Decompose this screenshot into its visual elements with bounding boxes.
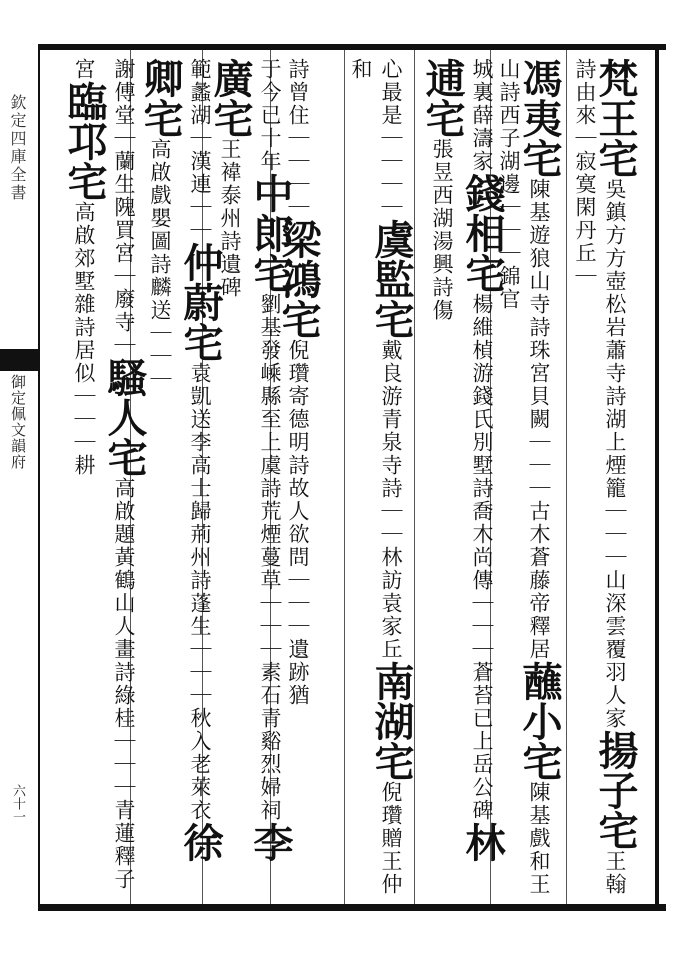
entry-text: 詩曾住｜｜｜｜ <box>286 58 310 219</box>
entry-text: 隗買宮｜廢寺｜ <box>112 196 136 357</box>
entry-heading: 騷人宅 <box>101 357 148 477</box>
entry-heading: 中郎宅 <box>247 173 294 293</box>
page-margin <box>0 44 38 911</box>
entry-text: 倪瓚寄德明詩故人欲問｜｜｜遺跡猶 <box>286 339 310 707</box>
entry-text: 王褘泰州詩遺碑 <box>218 138 242 299</box>
entry-text: 城裏薛濤家 <box>470 58 494 173</box>
entry-heading: 臨邛宅 <box>61 81 108 201</box>
column-divider <box>344 50 345 904</box>
entry-text: 心最是｜｜｜｜ <box>379 58 403 219</box>
frame-left-border <box>38 44 40 911</box>
entry-heading: 李廣宅 <box>207 58 294 862</box>
text-column <box>573 58 639 898</box>
text-column <box>137 58 224 898</box>
leaf-number: 六十一 <box>10 784 25 823</box>
entry-text: 高啟郊墅雜詩居似｜｜｜耕 <box>72 201 96 477</box>
entry-text: 袁凱送李高士歸荊州詩蓬生｜｜｜秋入老萊衣 <box>188 362 212 822</box>
text-column <box>61 58 148 898</box>
entry-text: 陳基遊狼山寺詩珠宮貝闕｜｜｜古木蒼藤帝釋居 <box>527 178 551 661</box>
entry-text: 高啟題黃鶴山人畫詩綠桂｜｜｜青蓮釋子宮 <box>72 58 136 891</box>
entry-text: 倪瓚贈王仲和 <box>349 58 403 896</box>
entry-text: 謝傅堂｜蘭生 <box>112 58 136 196</box>
text-column <box>419 58 506 898</box>
entry-text: 吳鎮方方壺松岩蕭寺詩湖上煙籠｜｜｜山深雲覆羽人家 <box>603 178 627 730</box>
entry-heading: 蘸小宅 <box>516 661 563 781</box>
frame-bottom-border <box>38 904 666 911</box>
entry-text: 張昱西湖湯興詩傷 <box>430 138 454 322</box>
entry-text: 劉基發嵊縣至上虞詩荒煙蔓草｜｜｜素石青谿烈婦祠 <box>258 293 282 822</box>
entry-heading: 南湖宅 <box>368 661 415 781</box>
entry-heading: 揚子宅 <box>592 730 639 850</box>
entry-heading: 錢相宅 <box>459 173 506 293</box>
text-column <box>349 58 415 898</box>
book-title: 欽定四庫全書 <box>8 94 27 202</box>
book-subtitle: 御定佩文韻府 <box>9 374 27 470</box>
entry-text: 王翰詩由來｜寂寞閑丹丘｜ <box>573 58 627 896</box>
entry-heading: 梁鴻宅 <box>275 219 322 339</box>
frame-top-border <box>38 44 666 50</box>
text-column <box>207 58 294 898</box>
entry-text: 高啟戲嬰圖詩麟送｜｜｜ <box>148 138 172 391</box>
entry-text: 楊維楨游錢氏別墅詩喬木尚傳｜｜｜蒼苔已上岳公碑 <box>470 293 494 822</box>
fish-tail-mark <box>0 349 38 371</box>
entry-heading: 徐卿宅 <box>137 58 224 862</box>
text-column <box>497 58 563 898</box>
entry-heading: 馮夷宅 <box>516 58 563 178</box>
entry-heading: 梵王宅 <box>592 58 639 178</box>
column-divider <box>566 50 567 904</box>
frame-right-border <box>655 44 659 911</box>
entry-heading: 虞監宅 <box>368 219 415 339</box>
entry-heading: 林逋宅 <box>419 58 506 862</box>
entry-text: 範蠡湖｜漢連｜｜ <box>188 58 212 242</box>
entry-text: 于今已十年 <box>258 58 282 173</box>
entry-text: 戴良游青泉寺詩｜｜林訪袁家丘 <box>379 339 403 661</box>
entry-text: 陳基戲和王山詩西子湖邊｜｜｜錦官 <box>497 58 551 896</box>
entry-heading: 仲蔚宅 <box>177 242 224 362</box>
